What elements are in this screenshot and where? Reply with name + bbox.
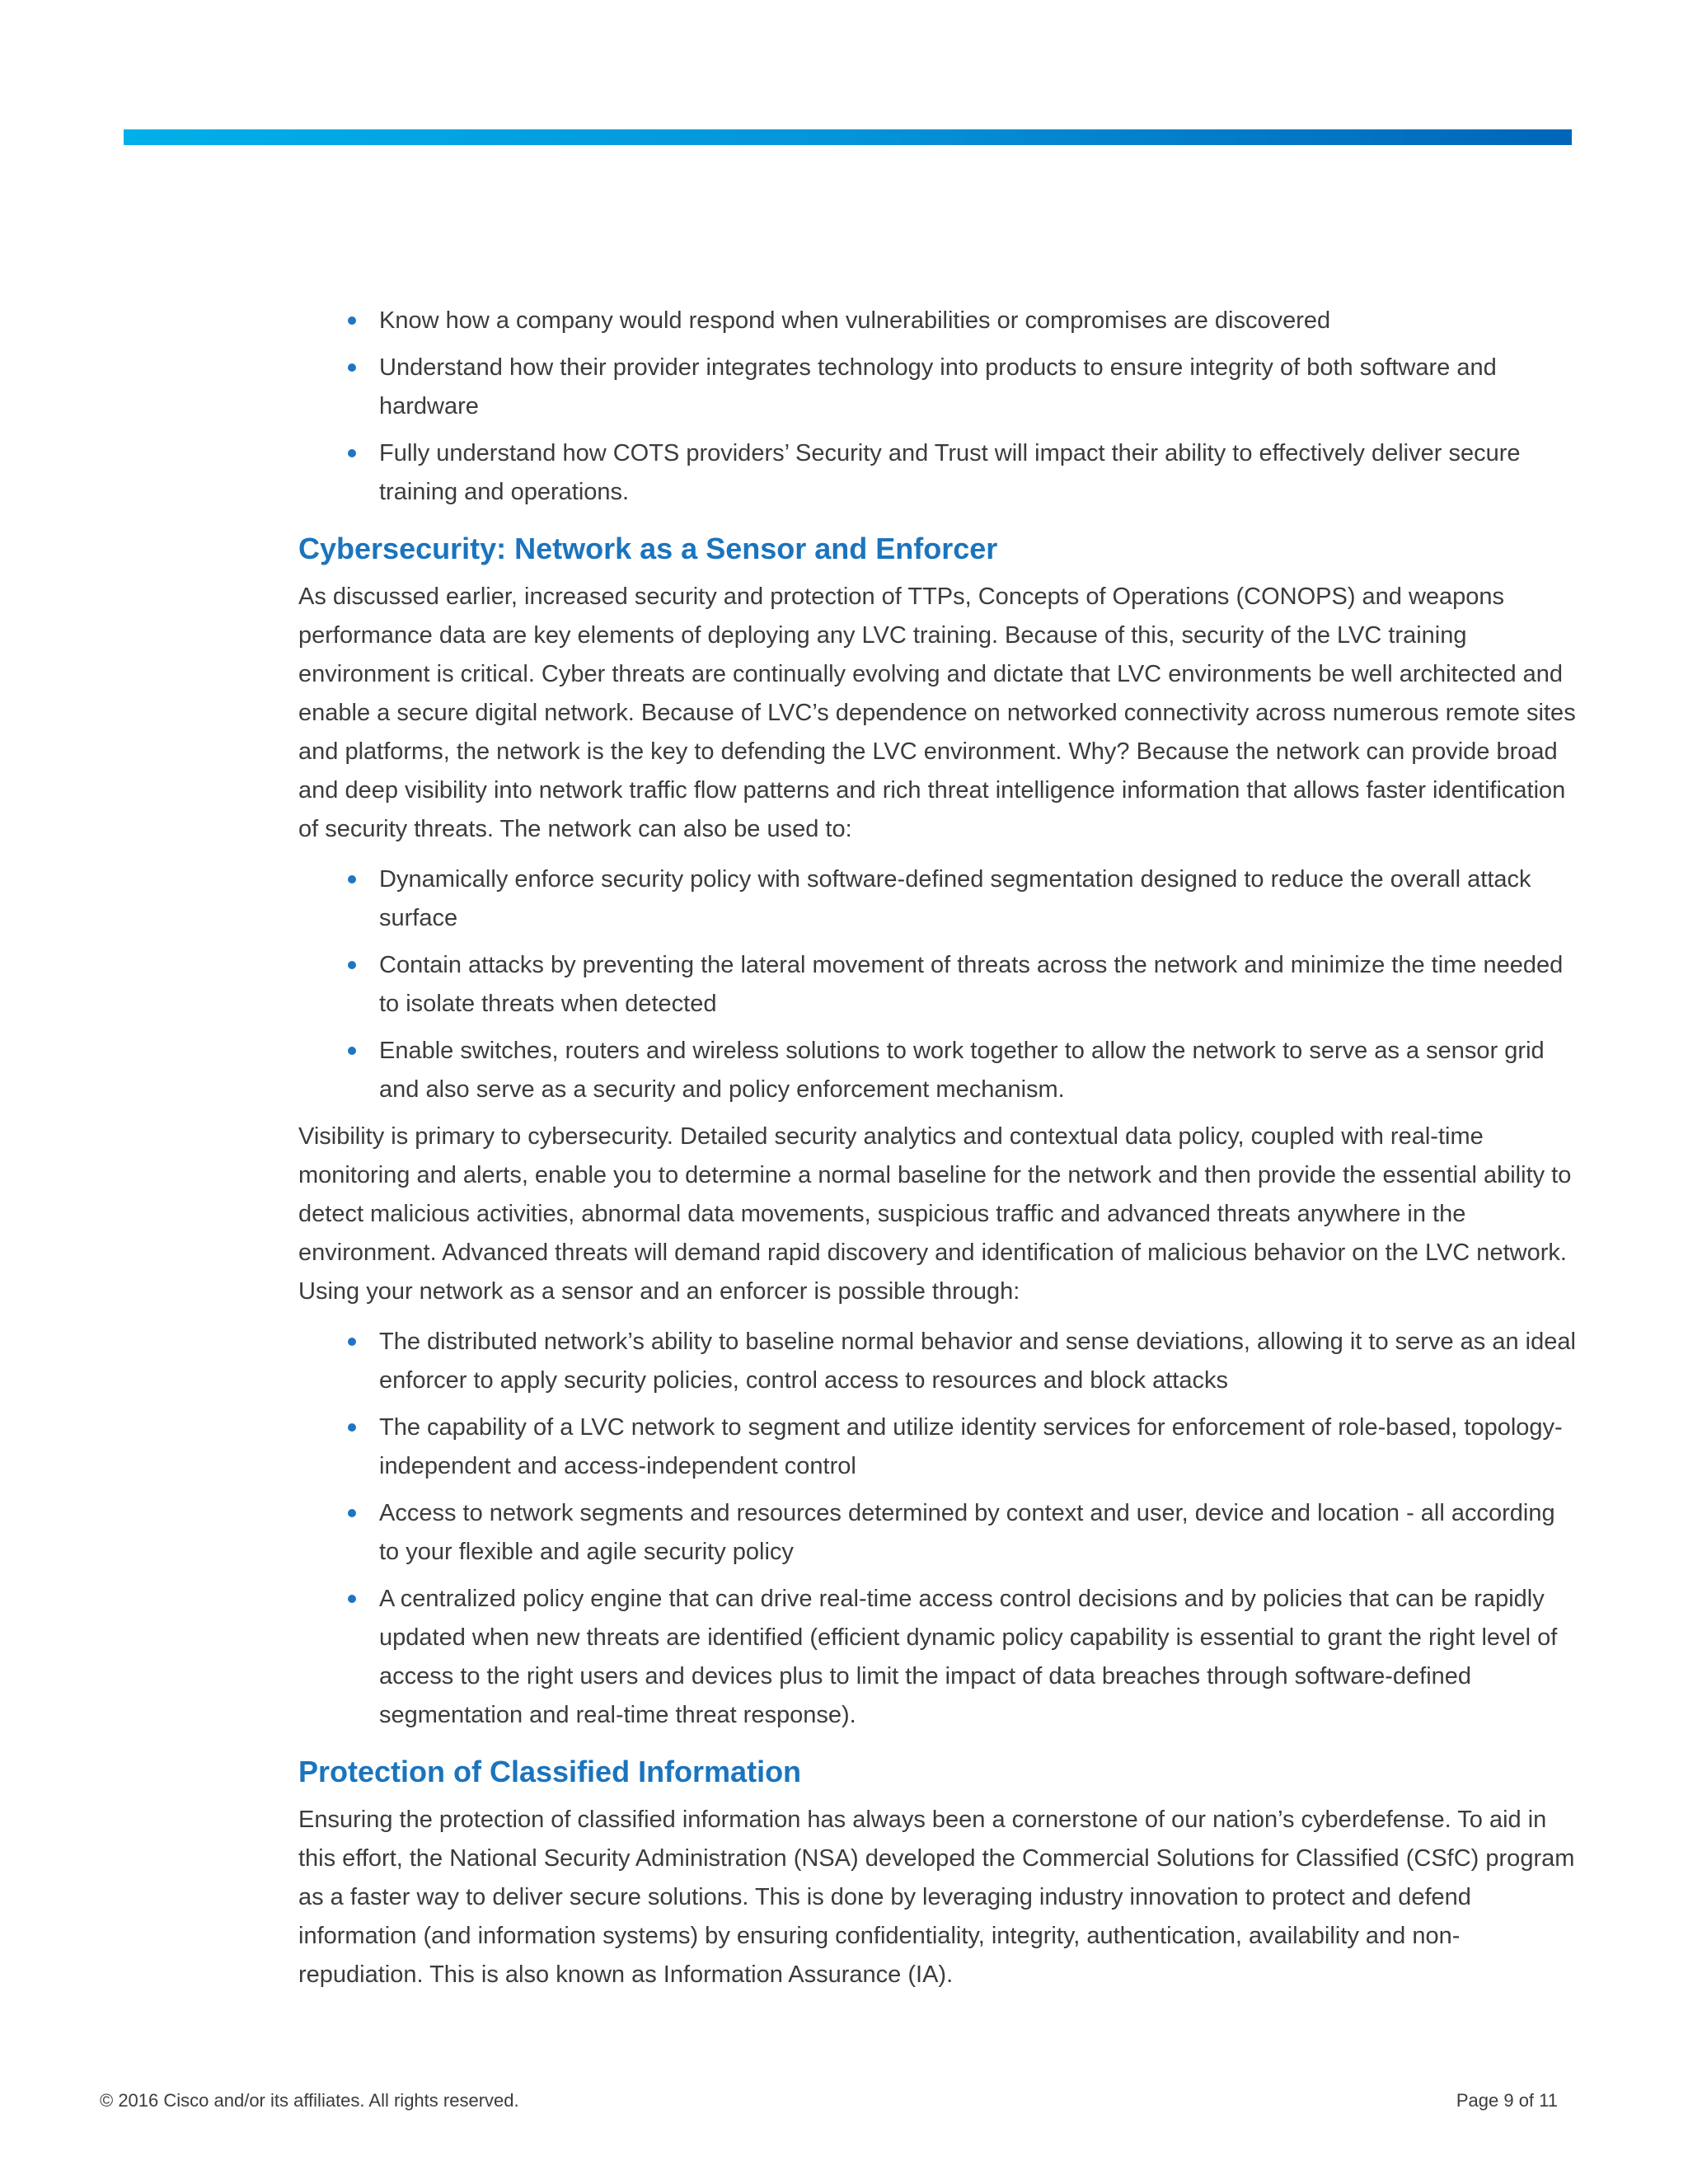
list-item: A centralized policy engine that can drive real-time access control decisions and by policies that can be rapidly updated when new threats are identified (efficient dynamic policy capability is essential to grant the right level of access to the right users and devices plus to limit the impact of data breaches through software-defined segmentation and real-time threat response). <box>298 1580 1576 1735</box>
intro-bullet-list <box>298 302 1576 512</box>
list-item: The capability of a LVC network to segment and utilize identity services for enforcement of role-based, topology-independent and access-independent control <box>298 1408 1576 1486</box>
bullet-icon <box>348 363 356 372</box>
header-accent-bar <box>124 129 1572 145</box>
paragraph: Ensuring the protection of classified information has always been a cornerstone of our nation’s cyberdefense. To aid in this effort, the National Security Administration (NSA) developed the Commercial Solutions for Classified (CSfC) program as a faster way to deliver secure solutions. This is done by leveraging industry innovation to protect and defend information (and information systems) by ensuring confidentiality, integrity, authentication, availability and non-repudiation. This is also known as Information Assurance (IA). <box>298 1807 1575 1988</box>
bullet-icon <box>348 316 356 325</box>
section-heading-classified: Protection of Classified Information <box>298 1755 802 1788</box>
bullet-icon <box>348 1047 356 1055</box>
list-item: Know how a company would respond when vulnerabilities or compromises are discovered <box>298 302 1576 340</box>
list-item: Enable switches, routers and wireless solutions to work together to allow the network to serve as a sensor grid and also serve as a security and policy enforcement mechanism. <box>298 1032 1576 1109</box>
sensor-enforcer-bullet-list <box>298 1323 1576 1735</box>
bullet-icon <box>348 1509 356 1517</box>
list-item: The distributed network’s ability to baseline normal behavior and sense deviations, allowing it to serve as an ideal enforcer to apply security policies, control access to resources and block attacks <box>298 1323 1576 1400</box>
list-item: Dynamically enforce security policy with software-defined segmentation designed to reduce the overall attack surface <box>298 860 1576 938</box>
bullet-icon <box>348 961 356 969</box>
footer-page-number: Page 9 of 11 <box>1456 2090 1558 2111</box>
section-heading-cybersecurity: Cybersecurity: Network as a Sensor and Enforcer <box>298 532 998 565</box>
list-item: Fully understand how COTS providers’ Security and Trust will impact their ability to effectively deliver secure training and operations. <box>298 434 1576 512</box>
bullet-icon <box>348 449 356 457</box>
paragraph: Visibility is primary to cybersecurity. Detailed security analytics and contextual data policy, coupled with real-time monitoring and alerts, enable you to determine a normal baseline for the network and then provide the essential ability to detect malicious activities, abnormal data movements, suspicious traffic and advanced threats anywhere in the environment. Advanced threats will demand rapid discovery and identification of malicious behavior on the LVC network. Using your network as a sensor and an enforcer is possible through: <box>298 1123 1572 1305</box>
document-body <box>298 302 1576 1994</box>
list-item: Understand how their provider integrates technology into products to ensure integrity of both software and hardware <box>298 349 1576 426</box>
paragraph: As discussed earlier, increased security and protection of TTPs, Concepts of Operations (CONOPS) and weapons performance data are key elements of deploying any LVC training. Because of this, security of the LVC training environment is critical. Cyber threats are continually evolving and dictate that LVC environments be well architected and enable a secure digital network. Because of LVC’s dependence on networked connectivity across numerous remote sites and platforms, the network is the key to defending the LVC environment. Why? Because the network can provide broad and deep visibility into network traffic flow patterns and rich threat intelligence information that allows faster identification of security threats. The network can also be used to: <box>298 583 1576 842</box>
network-uses-bullet-list <box>298 860 1576 1109</box>
list-item: Contain attacks by preventing the lateral movement of threats across the network and minimize the time needed to isolate threats when detected <box>298 946 1576 1024</box>
bullet-icon <box>348 875 356 883</box>
bullet-icon <box>348 1595 356 1603</box>
bullet-icon <box>348 1338 356 1346</box>
footer-copyright: © 2016 Cisco and/or its affiliates. All rights reserved. <box>100 2090 519 2111</box>
list-item: Access to network segments and resources determined by context and user, device and location - all according to your flexible and agile security policy <box>298 1494 1576 1572</box>
bullet-icon <box>348 1423 356 1432</box>
